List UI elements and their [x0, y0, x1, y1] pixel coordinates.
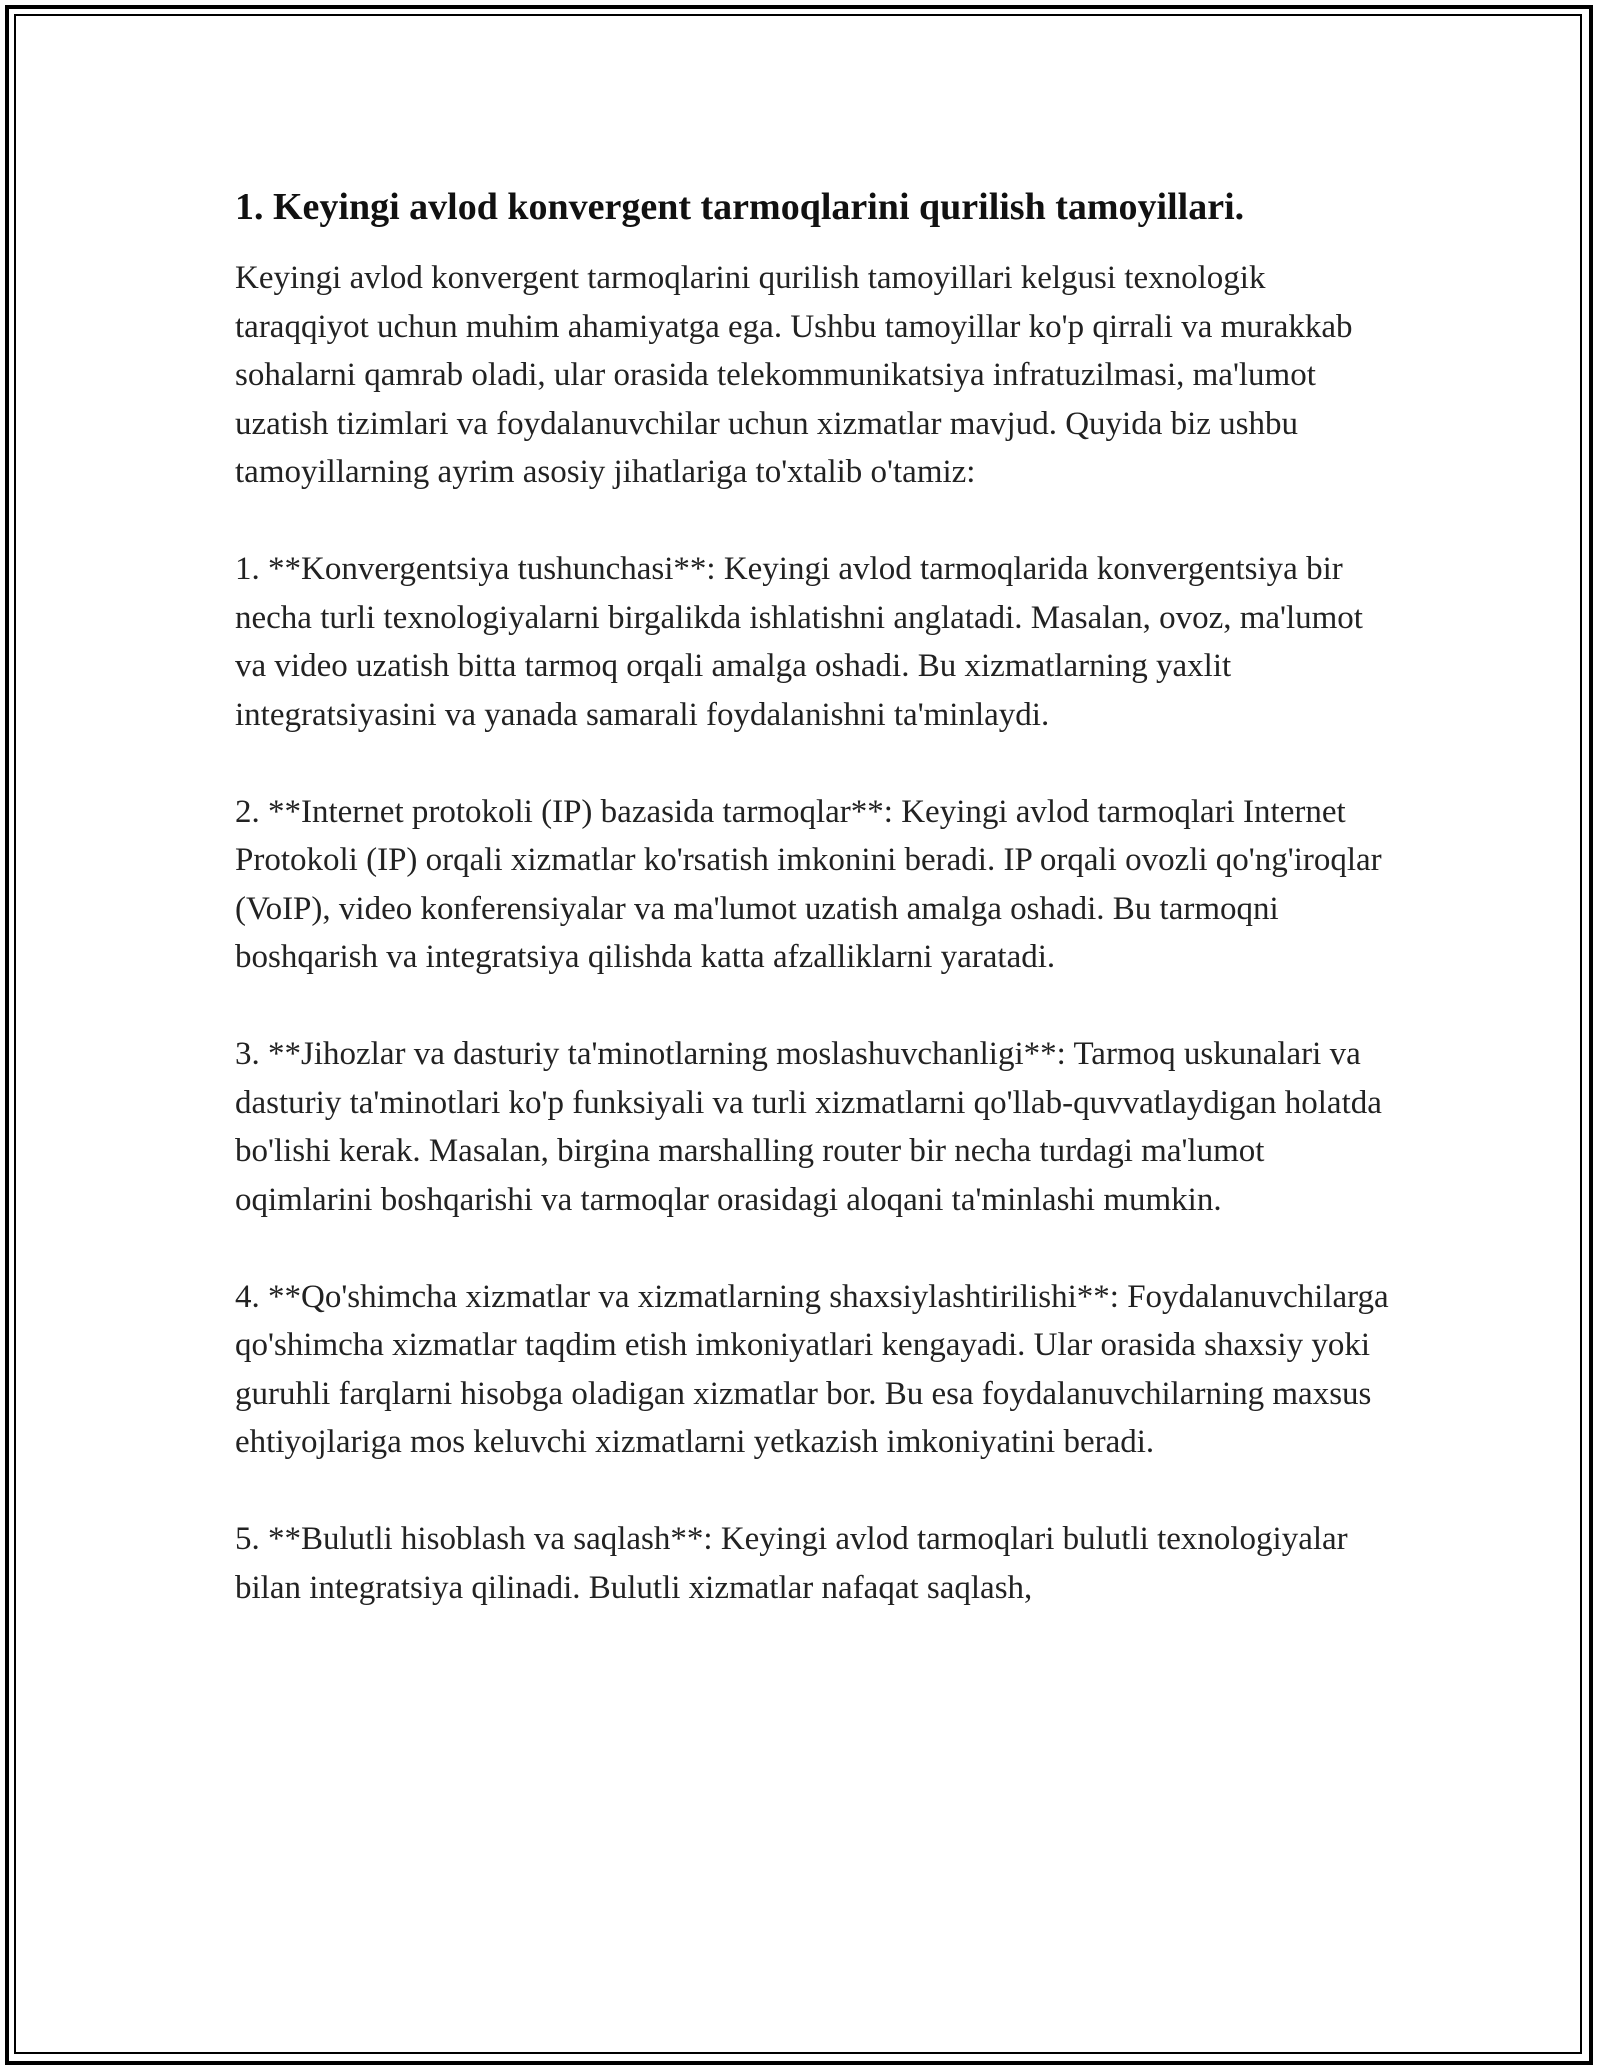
paragraph-ip-networks: 2. **Internet protokoli (IP) bazasida tarmoqlar**: Keyingi avlod tarmoqlari Internet Protokoli (IP) orqali xizmatlar ko'rsatish imkonini beradi. IP orqali ovozli qo'ng'iroqlar (VoIP), video konferensiyalar va ma'lumot uzatish amalga oshadi. Bu tarmoqni boshqarish va integratsiya qilishda katta afzalliklarni yaratadi.	[235, 793, 1382, 975]
document-body	[235, 182, 1395, 1661]
paragraph-additional-services: 4. **Qo'shimcha xizmatlar va xizmatlarning shaxsiylashtirilishi**: Foydalanuvchilarga qo'shimcha xizmatlar taqdim etish imkoniyatlari kengayadi. Ular orasida shaxsiy yoki guruhli farqlarni hisobga oladigan xizmatlar bor. Bu esa foydalanuvchilarning maxsus ehtiyojlariga mos keluvchi xizmatlarni yetkazish imkoniyatini beradi.	[235, 1278, 1389, 1460]
paragraph-equipment-flexibility: 3. **Jihozlar va dasturiy ta'minotlarning moslashuvchanligi**: Tarmoq uskunalari va dasturiy ta'minotlari ko'p funksiyali va turli xizmatlarni qo'llab-quvvatlaydigan holatda bo'lishi kerak. Masalan, birgina marshalling router bir necha turdagi ma'lumot oqimlarini boshqarishi va tarmoqlar orasidagi aloqani ta'minlashi mumkin.	[235, 1036, 1382, 1218]
paragraph-cloud-computing: 5. **Bulutli hisoblash va saqlash**: Keyingi avlod tarmoqlari bulutli texnologiyalar bilan integratsiya qilinadi. Bulutli xizmatlar nafaqat saqlash,	[235, 1521, 1348, 1606]
paragraph-convergence-concept: 1. **Konvergentsiya tushunchasi**: Keyingi avlod tarmoqlarida konvergentsiya bir necha turli texnologiyalarni birgalikda ishlatishni anglatadi. Masalan, ovoz, ma'lumot va video uzatish bitta tarmoq orqali amalga oshadi. Bu xizmatlarning yaxlit integratsiyasini va yanada samarali foydalanishni ta'minlaydi.	[235, 551, 1363, 733]
intro-paragraph: Keyingi avlod konvergent tarmoqlarini qurilish tamoyillari kelgusi texnologik taraqqiyot uchun muhim ahamiyatga ega. Ushbu tamoyillar ko'p qirrali va murakkab sohalarni qamrab oladi, ular orasida telekommunikatsiya infratuzilmasi, ma'lumot uzatish tizimlari va foydalanuvchilar uchun xizmatlar mavjud. Quyida biz ushbu tamoyillarning ayrim asosiy jihatlariga to'xtalib o'tamiz:	[235, 260, 1353, 490]
document-title: 1. Keyingi avlod konvergent tarmoqlarini qurilish tamoyillari.	[235, 186, 1245, 228]
